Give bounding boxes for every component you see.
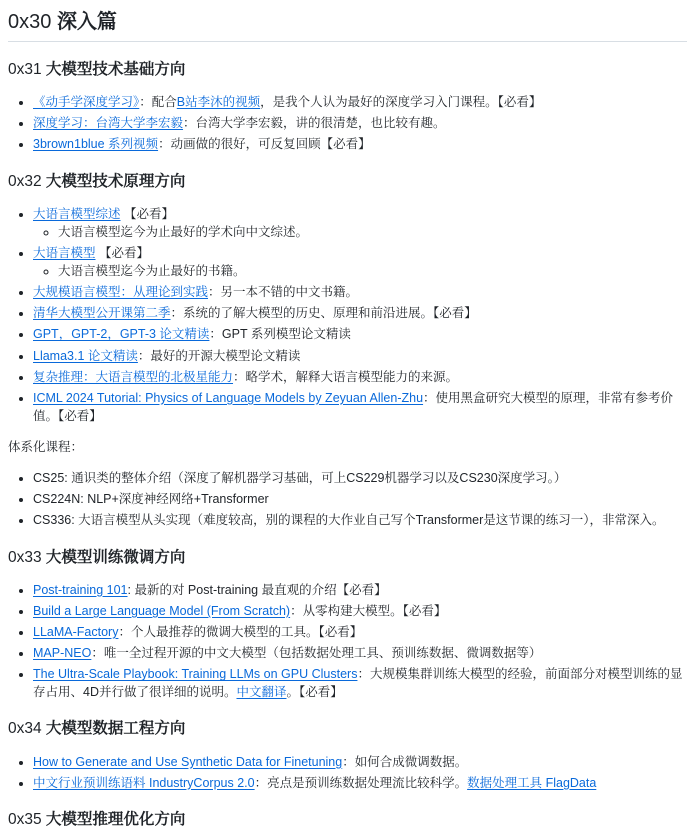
text: CS224N: NLP+深度神经网络+Transformer bbox=[33, 492, 269, 507]
section-heading-text: 大模型数据工程方向 bbox=[45, 720, 186, 738]
text: ，是我个人认为最好的深度学习入门课程。【必看】 bbox=[260, 95, 542, 110]
link[interactable]: ICML 2024 Tutorial: Physics of Language Models by Zeyuan Allen-Zhu bbox=[33, 390, 424, 405]
text: : 最新的对 Post-training 最直观的介绍【必看】 bbox=[127, 582, 387, 597]
list-item bbox=[33, 114, 687, 132]
link[interactable]: 深度学习：台湾大学李宏毅 bbox=[33, 116, 184, 131]
link[interactable]: 数据处理工具 FlagData bbox=[467, 775, 597, 790]
section-heading-0x32 bbox=[8, 172, 687, 192]
list-item bbox=[33, 325, 687, 343]
text: 大语言模型迄今为止最好的学术向中文综述。 bbox=[58, 224, 309, 239]
section-heading-number: 0x34 bbox=[8, 720, 46, 738]
link[interactable]: 大语言模型 bbox=[33, 245, 96, 260]
list-item bbox=[33, 665, 687, 701]
text: 【必看】 bbox=[95, 245, 149, 260]
page-title-number: 0x30 bbox=[8, 11, 57, 33]
link[interactable]: 清华大模型公开课第二季 bbox=[33, 306, 171, 321]
text: ：从零构建大模型。【必看】 bbox=[290, 603, 447, 618]
link[interactable]: Post-training 101 bbox=[33, 582, 128, 597]
paragraph: 体系化课程： bbox=[8, 440, 84, 455]
text: ：配合 bbox=[139, 95, 177, 110]
link[interactable]: 大语言模型综述 bbox=[33, 206, 121, 221]
text: 【必看】 bbox=[120, 206, 174, 221]
list-item bbox=[33, 244, 687, 280]
list-item bbox=[33, 753, 687, 771]
link[interactable]: B站李沐的视频 bbox=[176, 95, 261, 110]
section-heading-0x35 bbox=[8, 810, 687, 830]
list-item bbox=[33, 490, 687, 508]
list-item bbox=[33, 581, 687, 599]
section-heading-number: 0x35 bbox=[8, 810, 46, 828]
list-item bbox=[33, 602, 687, 620]
text: ：系统的了解大模型的历史、原理和前沿进展。【必看】 bbox=[170, 306, 477, 321]
link[interactable]: 中文行业预训练语料 IndustryCorpus 2.0 bbox=[33, 775, 255, 790]
list bbox=[8, 469, 687, 529]
link[interactable]: 中文翻译 bbox=[236, 685, 287, 700]
list-item bbox=[33, 93, 687, 111]
list-item bbox=[58, 262, 687, 280]
list bbox=[33, 262, 687, 280]
section-heading-text: 大模型技术基础方向 bbox=[45, 61, 186, 78]
section-heading-number: 0x33 bbox=[8, 548, 46, 566]
text: ：略学术，解释大语言模型能力的来源。 bbox=[233, 369, 459, 384]
page-title-text: 深入篇 bbox=[56, 11, 117, 33]
text: ：最好的开源大模型论文精读 bbox=[137, 348, 301, 363]
link[interactable]: Llama3.1 论文精读 bbox=[33, 348, 138, 363]
text: ：动画做的很好，可反复回顾【必看】 bbox=[158, 137, 371, 152]
list-item bbox=[33, 135, 687, 153]
list-item bbox=[33, 511, 687, 529]
list-item bbox=[33, 283, 687, 301]
list-item bbox=[33, 304, 687, 322]
section-heading-number: 0x31 bbox=[8, 61, 46, 78]
list bbox=[8, 205, 687, 425]
list-item bbox=[33, 644, 687, 662]
link[interactable]: 大规模语言模型：从理论到实践 bbox=[33, 285, 209, 300]
list-item bbox=[33, 368, 687, 386]
text: ：个人最推荐的微调大模型的工具。【必看】 bbox=[118, 624, 363, 639]
text: CS25: 通识类的整体介绍（深度了解机器学习基础，可上CS229机器学习以及CS230深度学习。） bbox=[33, 471, 567, 486]
list-item bbox=[33, 205, 687, 241]
text: ：使用黑盒研究大模型的原理，非常有参考价值。【必看】 bbox=[33, 390, 674, 423]
section-heading-text: 大模型推理优化方向 bbox=[45, 810, 186, 828]
list-item bbox=[33, 347, 687, 365]
text: ：亮点是预训练数据处理流比较科学。 bbox=[254, 775, 468, 790]
text: 。【必看】 bbox=[286, 685, 343, 700]
section-heading-0x33 bbox=[8, 548, 687, 568]
document-body bbox=[8, 60, 687, 830]
text: ：如何合成微调数据。 bbox=[342, 754, 468, 769]
link[interactable]: Build a Large Language Model (From Scratch) bbox=[33, 603, 291, 618]
link[interactable]: How to Generate and Use Synthetic Data for Finetuning bbox=[33, 754, 343, 769]
list bbox=[8, 753, 687, 792]
list-item bbox=[58, 223, 687, 241]
section-heading-text: 大模型训练微调方向 bbox=[45, 548, 186, 566]
text: CS336: 大语言模型从头实现（难度较高，别的课程的大作业自己写个Transformer是这节课的练习一），非常深入。 bbox=[33, 513, 665, 528]
link[interactable]: 3brown1blue 系列视频 bbox=[33, 137, 159, 152]
link[interactable]: MAP-NEO bbox=[33, 646, 92, 661]
link[interactable]: The Ultra-Scale Playbook: Training LLMs on GPU Clusters bbox=[33, 667, 358, 682]
list-item bbox=[33, 623, 687, 641]
section-heading-text: 大模型技术原理方向 bbox=[45, 172, 186, 190]
text: 大语言模型迄今为止最好的书籍。 bbox=[58, 264, 246, 279]
list bbox=[8, 93, 687, 153]
section-heading-0x34 bbox=[8, 719, 687, 739]
link[interactable]: LLaMA-Factory bbox=[33, 624, 119, 639]
text: ：另一本不错的中文书籍。 bbox=[208, 285, 359, 300]
section-heading-number: 0x32 bbox=[8, 172, 46, 190]
page-title bbox=[8, 10, 687, 42]
list-item bbox=[33, 389, 687, 425]
list-item bbox=[33, 469, 687, 487]
link[interactable]: 《动手学深度学习》 bbox=[33, 95, 140, 110]
list bbox=[8, 581, 687, 702]
text: ：唯一全过程开源的中文大模型（包括数据处理工具、预训练数据、微调数据等） bbox=[91, 646, 542, 661]
list-item bbox=[33, 774, 687, 792]
list bbox=[33, 223, 687, 241]
link[interactable]: GPT，GPT-2，GPT-3 论文精读 bbox=[33, 327, 210, 342]
text: ：GPT 系列模型论文精读 bbox=[209, 327, 351, 342]
text: ：大规模集群训练大模型的经验，前面部分对模型训练的显存占用、4D并行做了很详细的说明。 bbox=[33, 667, 683, 700]
section-heading-0x31 bbox=[8, 60, 687, 80]
link[interactable]: 复杂推理：大语言模型的北极星能力 bbox=[33, 369, 234, 384]
text: ：台湾大学李宏毅，讲的很清楚，也比较有趣。 bbox=[183, 116, 446, 131]
